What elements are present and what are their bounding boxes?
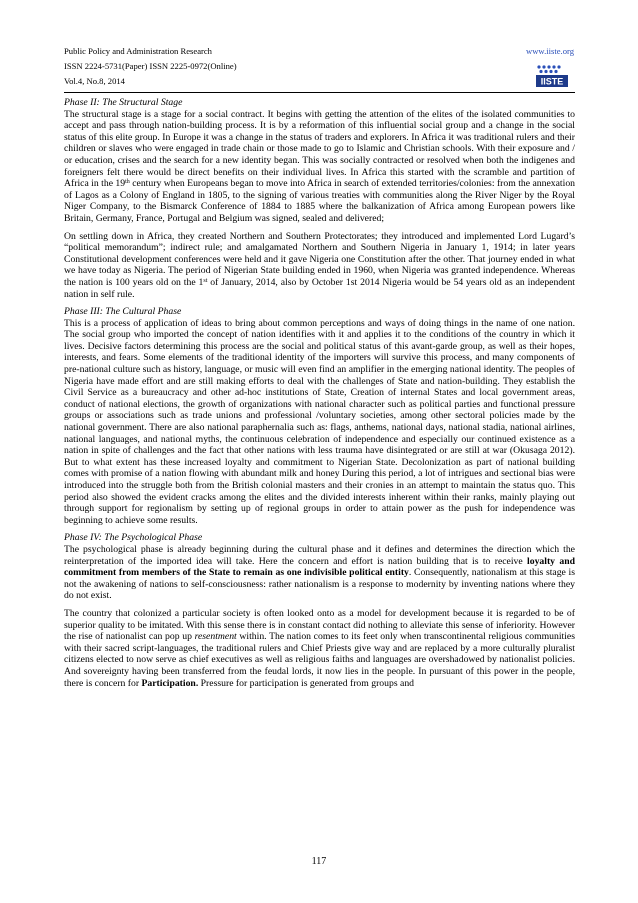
journal-name: Public Policy and Administration Research — [64, 46, 212, 56]
paragraph: The psychological phase is already beginning during the cultural phase and it defines and determines the direction which the reinterpretation of the imported idea will take. Here the concern and effort is nation building that is to receive loyalty and commitment from members of the State to remain as one indivisible political entity. Consequently, nationalism at this stage is not the awakening of nations to self-consciousness: rather nationalism is a response to modernity by inventing nations where they do not exist. — [64, 543, 575, 602]
issn-line: ISSN 2224-5731(Paper) ISSN 2225-0972(Online) — [64, 61, 237, 71]
article-body — [64, 97, 575, 689]
page-number: 117 — [311, 856, 327, 867]
paragraph: This is a process of application of ideas to bring about common perceptions and ways of doing things in the name of one nation. The social group who imported the concept of nation identifies with it and applies it to the conditions of the country in which it lives. Decisive factors determining this process are the social and political status of this avant-garde group, as well as their hopes, interests, and fears. Some elements of the traditional identity of the importers will survive this process, and many components of pre-national culture such as history, language, or music will even find an amplifier in the emerging national identity. The peoples of Nigeria have made effort and are still making efforts to deal with the challenges of State and nation-building. They establish the Civil Service as a bureaucracy and other ad-hoc institutions of State, Creation of internal States and local government areas, conduct of national elections, the growth of organizations with national character such as political parties and functional pressure groups or associations such as trade unions and professional /voluntary societies, among other sectoral policies made by the national government. There are also national paraphernalia such as: flags, anthems, national days, national stadia, national airlines, national languages, and national myths, the continuous celebration of independence and especially our continued existence as a nation in spite of challenges and the fact that other nations with less trauma have disintegrated or are still at war (Okusaga 2012). But to what extent has these increased loyalty and commitment to Nigerian State. Decolonization as part of national building comes with promise of a nation flowing with abundant milk and honey During this period, a lot of intrigues and sectional bias were introduced into the struggle both from the British colonial masters and their cronies in an attempt to maintain the status quo. This period also showed the evident cracks among the elites and the divided interests inherent within their ranks, mainly playing out through support for regionalism by setting up of regional groups in order to attain power as the push for independence was beginning to achieve some results. — [64, 317, 575, 526]
volume-line: Vol.4, No.8, 2014 — [64, 76, 125, 86]
iiste-logo — [533, 63, 571, 91]
header-rule — [64, 92, 575, 93]
page-header — [64, 44, 574, 89]
paragraph: The structural stage is a stage for a social contract. It begins with getting the attention of the elites of the isolated communities to accept and pass through nation-building process. It is by a reformation of this influential social group and a change in the social status of this elite group. In Europe it was a change in the status of traders and explorers. In Africa it was traditional rulers and their children or slaves who were engaged in trade chain or those made to go to Islamic and Christian schools. With their exposure and / or education, crises and the search for a new identity began. This was socially contracted or resolved when both the indigenes and foreigners felt there would be direct benefits on their individual lives. In Africa this started with the scramble and partition of Africa in the 19th century when Europeans began to move into Africa in search of extended territories/colonies: from the annexation of Lagos as a Colony of England in 1805, to the signing of various treaties with communities along the River Niger by the Royal Niger Company, to the Bismarck Conference of 1884 to 1885 where the balkanization of Africa among European powers like Britain, Germany, France, Portugal and Belgium was signed, sealed and delivered; — [64, 108, 576, 224]
journal-url-link[interactable]: www.iiste.org — [526, 46, 574, 56]
section-heading-phase-3: Phase III: The Cultural Phase — [64, 306, 182, 318]
paragraph: On settling down in Africa, they created Northern and Southern Protectorates; they introduced and implemented Lord Lugard’s “political memorandum”; indirect rule; and amalgamated Northern and Southern Nigeria in January 1, 1914; in later years Constitutional development conferences were held and it gave Nigeria one Constitution after the other. That journey ended in what we have today as Nigeria. The period of Nigerian State building ended in 1960, when Nigeria was granted independence. Whereas the nation is 100 years old on the 1st of January, 2014, also by October 1st 2014 Nigeria would be 54 years old as an independent nation in self rule. — [64, 230, 575, 300]
paragraph: The country that colonized a particular society is often looked onto as a model for development because it is regarded to be of superior quality to be imitated. With this sense there is in constant contact did nothing to alleviate this sense of inferiority. However the rise of nationalist can pop up resentment within. The nation comes to its feet only when transcontinental religious communities with their sacred script-languages, the traditional rulers and Chief Priests give way and are replaced by a more culturally pluralist citizens elected to now serve as chief executives as well as religious faiths and languages are overshadowed by nationalist policies. And sovereignty having been transferred from the feudal lords, it now lies in the people. In pursuant of this power in the people, there is concern for Participation. Pressure for participation is generated from groups and — [64, 607, 575, 689]
section-heading-phase-2: Phase II: The Structural Stage — [64, 97, 183, 108]
svg-text:IISTE: IISTE — [540, 76, 564, 87]
section-heading-phase-4: Phase IV: The Psychological Phase — [64, 532, 203, 544]
